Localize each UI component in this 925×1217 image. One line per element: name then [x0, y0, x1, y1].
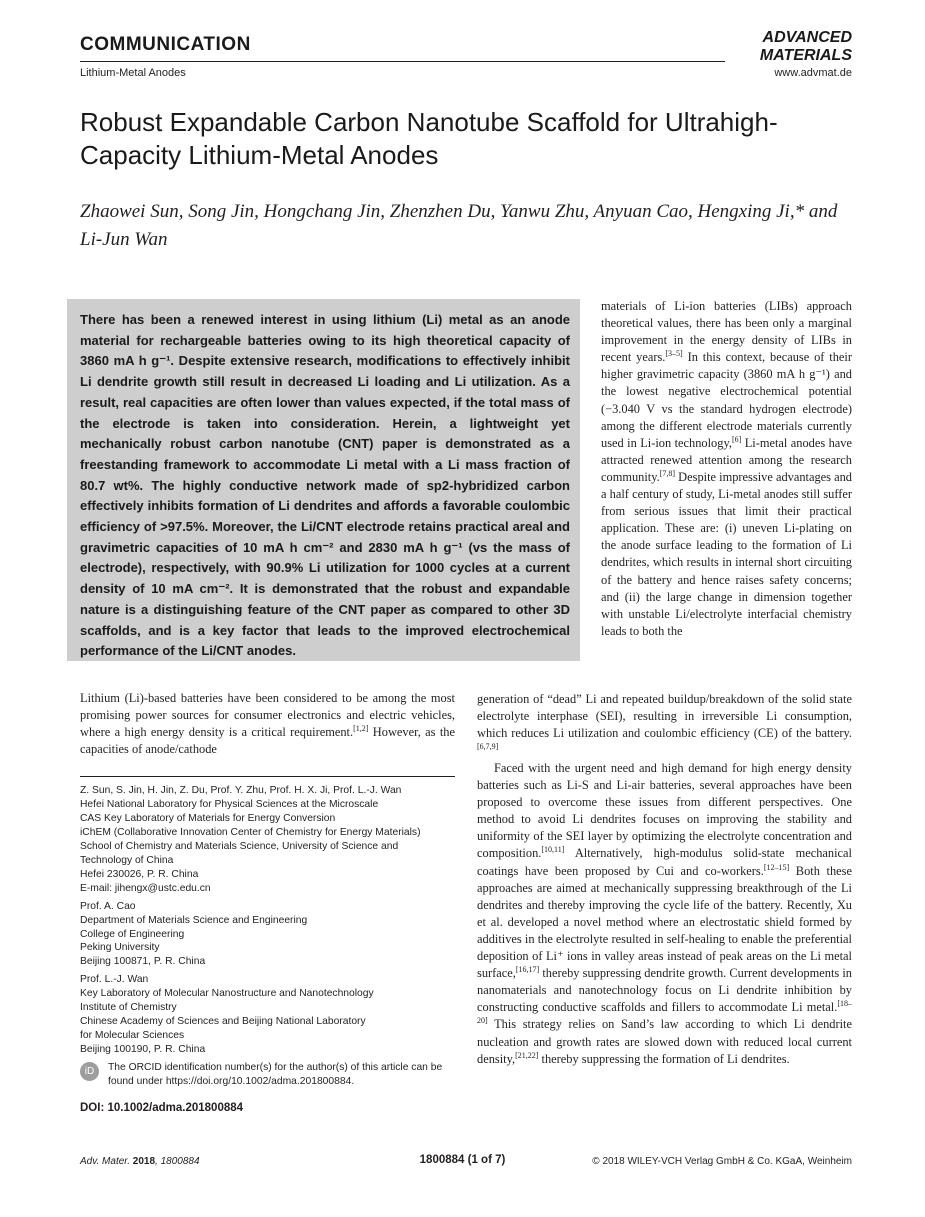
affiliation-block-3: [80, 973, 460, 1057]
intro-paragraph: Lithium (Li)-based batteries have been considered to be among the most promising power sources for consumer electronics and electric vehicles, where a high energy density is a critical requirement.[1,2] However, as the capacities of anode/cathode: [80, 691, 455, 757]
author-list: Zhaowei Sun, Song Jin, Hongchang Jin, Zhenzhen Du, Yanwu Zhu, Anyuan Cao, Hengxing Ji,* and Li-Jun Wan: [80, 201, 838, 250]
advanced-materials-logo: [724, 27, 854, 63]
section-label: COMMUNICATION: [80, 34, 251, 55]
article-title: Robust Expandable Carbon Nanotube Scaffold for Ultrahigh-Capacity Lithium-Metal Anodes: [80, 107, 778, 170]
footer-citation: [80, 1156, 200, 1167]
orcid-icon: iD: [80, 1062, 99, 1081]
affiliation-line: Hefei National Laboratory for Physical Sciences at the Microscale: [80, 798, 379, 810]
copyright-notice: © 2018 WILEY-VCH Verlag GmbH & Co. KGaA, Weinheim: [592, 1156, 852, 1167]
affiliation-line: School of Chemistry and Materials Science, University of Science and: [80, 840, 399, 852]
affiliation-line: Technology of China: [80, 854, 174, 866]
affiliation-line: Department of Materials Science and Engineering: [80, 914, 308, 926]
topic-label: Lithium-Metal Anodes: [80, 67, 186, 79]
journal-abbr: Adv. Mater.: [80, 1156, 131, 1167]
column2-top-paragraph: materials of Li-ion batteries (LIBs) approach theoretical values, there has been only a marginal improvement in the energy density of LIBs in recent years.[3–5] In this context, because of their higher gravimetric capacity (3860 mA h g⁻¹) and the lowest negative electrochemical potential (−3.040 V vs the standard hydrogen electrode) among the different electrode materials currently used in Li-ion technology,[6] Li-metal anodes have attracted renewed attention among the research community.[7,8] Despite impressive advantages and a half century of study, Li-metal anodes still suffer from serious issues that limit their practical application. These are: (i) uneven Li-plating on the anode surface leading to the formation of Li dendrites, which results in internal short circuiting of the battery and hence raises safety concerns; and (ii) the large change in dimension together with unstable Li/electrolyte interfacial chemistry leads to both the: [601, 299, 853, 638]
affiliation-line: Prof. A. Cao: [80, 900, 136, 912]
page-number: 1800884 (1 of 7): [419, 1154, 506, 1166]
affiliation-line: Beijing 100871, P. R. China: [80, 956, 206, 968]
citation-year: 2018: [132, 1156, 156, 1167]
footnote-rule: [80, 776, 455, 777]
affiliation-line: College of Engineering: [80, 928, 185, 940]
journal-url-link[interactable]: www.advmat.de: [774, 67, 852, 79]
affiliation-line: CAS Key Laboratory of Materials for Energy Conversion: [80, 812, 336, 824]
orcid-note: The ORCID identification number(s) for the author(s) of this article can be found under https://doi.org/10.1002/adma.201800884.: [108, 1062, 443, 1087]
affiliation-line: Prof. L.-J. Wan: [80, 974, 149, 986]
affiliation-line: Key Laboratory of Molecular Nanostructure and Nanotechnology: [80, 988, 374, 1000]
header-rule: [80, 61, 725, 62]
affiliation-line: Chinese Academy of Sciences and Beijing National Laboratory: [80, 1016, 366, 1028]
column2-second-paragraph: Faced with the urgent need and high demand for high energy density batteries such as Li-S and Li-air batteries, several approaches have been proposed to overcome these issues from different perspectives. One method to avoid Li dendrites focuses on improving the stability and uniformity of the SEI layer by optimizing the electrolyte concentration and composition.[10,11] Alternatively, high-modulus solid-state mechanical coatings have been proposed by Cui and co-workers.[12–15] Both these approaches are aimed at mechanically suppressing breakthrough of the Li dendrites and thereby improving the cycle life of the battery. Recently, Xu et al. developed a novel method where an electrostatic shield formed by additives in the electrolyte resulted in self-healing to enable the preferential deposition of Li⁺ ions in valley areas instead of peak areas on the Li metal surface,[16,17] thereby suppressing dendrite growth. Current developments in nanomaterials and nanotechnology focus on Li dendrite inhibition by constructing conductive scaffolds and fillers to accommodate Li metal.[18–20] This strategy relies on Sand’s law according to which Li dendrite nucleation and growth rates are slowed down with reduced local current density,[21,22] thereby suppressing the formation of Li dendrites.: [477, 761, 852, 1066]
affiliation-line: Hefei 230026, P. R. China: [80, 868, 199, 880]
column2-continued-paragraph: generation of “dead” Li and repeated buildup/breakdown of the solid state electrolyte interphase (SEI), resulting in irreversible Li consumption, which reduces Li utilization and coulombic efficiency (CE) of the battery.[6,7,9]: [477, 692, 852, 752]
affiliation-line: Institute of Chemistry: [80, 1002, 177, 1014]
citation-article-no: , 1800884: [155, 1156, 200, 1167]
affiliations: [80, 784, 460, 1057]
affiliation-line: E-mail: jihengx@ustc.edu.cn: [80, 882, 211, 894]
affiliation-block-1: [80, 784, 460, 896]
abstract-text: There has been a renewed interest in using lithium (Li) metal as an anode material for rechargeable batteries owing to its high theoretical capacity of 3860 mA h g⁻¹. Despite extensive research, modifications to effectively inhibit Li dendrite growth still result in decreased Li loading and Li utilization. As a result, real capacities are often lower than values expected, if the total mass of the electrode is taken into consideration. Herein, a lightweight yet mechanically robust carbon nanotube (CNT) paper is demonstrated as a freestanding framework to accommodate Li metal with a Li mass fraction of 80.7 wt%. The highly conductive network made of sp2-hybridized carbon effectively inhibits formation of Li dendrites and affords a favorable coulombic efficiency of >97.5%. Moreover, the Li/CNT electrode retains practical areal and gravimetric capacities of 10 mA h cm⁻² and 2830 mA h g⁻¹ (vs the mass of electrode), respectively, with 90.9% Li utilization for 1000 cycles at a current density of 10 mA cm⁻². It is demonstrated that the robust and expandable nature is a distinguishing feature of the CNT paper as compared to other 3D scaffolds, and is a key factor that leads to the improved electrochemical performance of the Li/CNT anodes.: [80, 312, 570, 659]
logo-line2: MATERIALS: [759, 47, 852, 63]
affiliation-line: Beijing 100190, P. R. China: [80, 1044, 206, 1056]
affiliation-line: Peking University: [80, 942, 160, 954]
doi-label: DOI: 10.1002/adma.201800884: [80, 1102, 244, 1114]
affiliation-line: iChEM (Collaborative Innovation Center of Chemistry for Energy Materials): [80, 826, 421, 838]
logo-line1: ADVANCED: [762, 29, 852, 46]
affiliation-block-2: [80, 900, 460, 970]
affiliation-line: Z. Sun, S. Jin, H. Jin, Z. Du, Prof. Y. Zhu, Prof. H. X. Ji, Prof. L.-J. Wan: [80, 785, 402, 796]
affiliation-line: for Molecular Sciences: [80, 1030, 185, 1042]
